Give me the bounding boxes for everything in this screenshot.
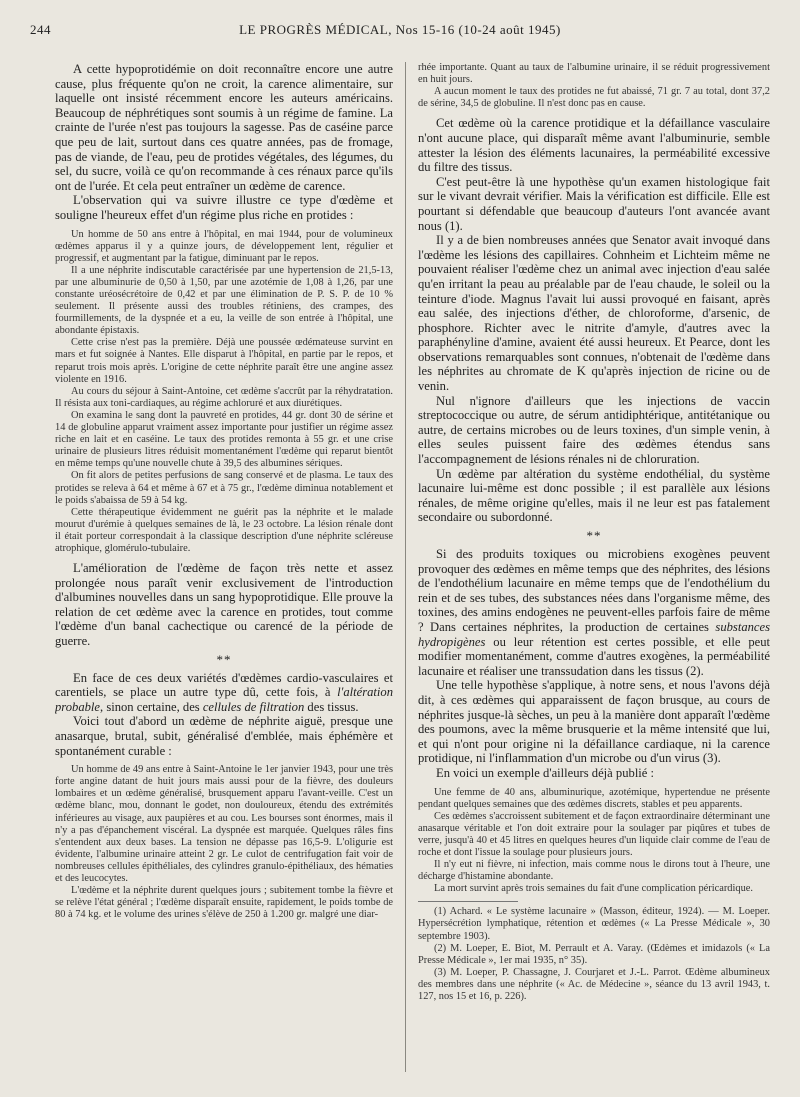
paragraph: Voici tout d'abord un œdème de néphrite aiguë, presque une anasarque, brutal, subit, généralisé d'emblée, mais éphémère et spontanément curable : <box>55 714 393 758</box>
paragraph: A cette hypoprotidémie on doit reconnaître encore une autre cause, plus fréquente qu'on ne croit, la carence alimentaire, sur laquelle ont insisté récemment encore les auteurs américains. Beaucoup de néphrétiques sont soumis à un régime de famine. La crainte de l'urée n'est pas toujours la sagesse. Pas de caséine parce que peu de lait, surtout dans ces quatre années, pas de fromage, pas de viande, de l'eau, peu de protides végétales, des légumes, du sel, du sucre, voilà ce qu'on recommande à ces rénaux parce qu'ils ont de l'urée. Et cela peut entraîner un œdème de carence. <box>55 62 393 193</box>
paragraph: Si des produits toxiques ou microbiens exogènes peuvent provoquer des œdèmes en même temps que des néphrites, des lésions de l'endothélium lacunaire en même temps que de l'endothélium du rein et de ses tubes, des substances nées dans l'organisme même, des toxines, des amins endogènes ne peuvent-elles parfois faire de même ? Dans certaines néphrites, la production de certaines substances hydropigènes ou leur rétention est certes possible, et elle peut modifier momentanément, comme d'autres exogènes, la perméabilité lacunaire et réaliser une transsudation dans les tissus (2). <box>418 547 770 678</box>
paragraph: C'est peut-être là une hypothèse qu'un examen histologique fait sur le vivant devrait vérifier. Mais la vérification est difficile. Elle est pourtant si défendable que beaucoup d'auteurs l'ont avancée avant nous (1). <box>418 174 770 233</box>
page-number: 244 <box>30 22 51 37</box>
paragraph: L'amélioration de l'œdème de façon très nette et assez prolongée nous paraît venir exclusivement de l'introduction d'albumines nouvelles dans un sang hypoprotidique. Elle prouve la relation de cet œdème avec la carence en protides, tout comme l'œdème d'un banal cachectique ou carencé de la période de guerre. <box>55 561 393 649</box>
observation-text: A aucun moment le taux des protides ne fut abaissé, 71 gr. 7 au total, dont 37,2 de sérine, 34,5 de globuline. Il n'est donc pas en cause. <box>418 86 770 110</box>
paragraph: Une telle hypothèse s'applique, à notre sens, et nous l'avons déjà dit, à ces œdèmes qui apparaissent de façon brusque, au cours de néphrites jusque-là sèches, un peu à la manière dont apparaît l'œdème des poumons, avec la même brusquerie et la même intensité que lui, et qui n'ont pour origine ni la défaillance cardiaque, ni la carence protidique, ni l'inflammation d'un microbe ou d'un virus (3). <box>418 678 770 766</box>
observation-text: L'œdème et la néphrite durent quelques jours ; subitement tombe la fièvre et se relève l'état général ; l'œdème disparaît ensuite, rapidement, le poids tombe de 80 à 74 kg. et le volume des urines s'élève de 250 à 1.200 gr. malgré une diar- <box>55 885 393 921</box>
emphasis: l'altération probable <box>55 685 393 714</box>
observation-text: rhée importante. Quant au taux de l'albumine urinaire, il se réduit progressivement en huit jours. <box>418 62 770 86</box>
footnote-rule <box>418 901 518 902</box>
right-column <box>418 62 770 1082</box>
observation-text: Un homme de 49 ans entre à Saint-Antoine le 1er janvier 1943, pour une très forte angine datant de huit jours mais aussi pour de la fièvre, des douleurs lombaires et un œdème généralisé, brusquement apparu l'avant-veille. C'est un œdème blanc, mou, donnant le godet, non douloureux, étendu des extrémités inférieures au visage, aux paupières et au cou. Les bourses sont énormes, mais il n'y a pas d'épanchement viscéral. La dyspnée est marquée. Quelques râles fins s'entendent aux deux bases. La tension ne dépasse pas 16,5-9. L'oligurie est évidente, l'albumine urinaire atteint 2 gr. Le culot de centrifugation fait voir de nombreuses cellules épithéliales, des cylindres granulo-épithéliaux, des hématies et des leucocytes. <box>55 764 393 885</box>
observation-text: Ces œdèmes s'accroissent subitement et de façon extraordinaire déterminant une anasarque véritable et l'on doit extraire pour la soulager par piqûres et tubes de verre, jusqu'à 40 et 45 litres en quelques heures d'un liquide clair comme de l'eau de roche et dont l'issue la soulage pour plusieurs jours. <box>418 810 770 858</box>
observation-text: Cette thérapeutique évidemment ne guérit pas la néphrite et le malade mourut d'urémie à quelques semaines de là, le 23 octobre. La lésion rénale dont il était porteur correspondait à la classique description d'une néphrite scléreuse atrophique, glomérulo-tubulaire. <box>55 506 393 554</box>
observation-text: Cette crise n'est pas la première. Déjà une poussée œdémateuse survint en mars et fut soignée à Nantes. Elle disparut à l'hôpital, en partie par le repos, et reparut trois mois après. L'origine de cette néphrite paraît être une angine assez violente en 1916. <box>55 337 393 385</box>
paragraph: Il y a de bien nombreuses années que Senator avait invoqué dans l'œdème les lésions des capillaires. Cohnheim et Lichteim même ne pouvaient réaliser l'œdème chez un animal avec injection d'eau salée qu'en irritant la peau au préalable par de l'eau chaude, le soleil ou la teinture d'iode. Magnus l'avait lui aussi provoqué en faisant, après eau salée, des injections d'éther, de chloroforme, d'arsenic, de phosphore. Richter avec le nitrite d'amyle, d'autres avec la paraphényline d'amine, avaient été aussi heureux. Et Pearce, dont les observations remarquables sont connues, n'obtenait de l'œdème dans les néphrites au chromate de K qu'après injection de ricine ou de venin. <box>418 233 770 394</box>
observation-text: Il n'y eut ni fièvre, ni infection, mais comme nous le dirons tout à l'heure, une décharge d'histamine abondante. <box>418 859 770 883</box>
column-divider <box>405 62 406 1072</box>
observation-text: On examina le sang dont la pauvreté en protides, 44 gr. dont 30 de sérine et 14 de globuline apparut vraiment assez importante pour justifier un régime assez riche en lait et en caséine. Le taux des protides remonta à 55 gr. et une crise urinaire de plusieurs litres réduisit momentanément l'œdème qui reparut bientôt en même temps qu'une nouvelle chute à 39,5 des albumines sériques. <box>55 409 393 470</box>
section-separator: ** <box>216 651 232 667</box>
paragraph: L'observation qui va suivre illustre ce type d'œdème et souligne l'heureux effet d'un régime plus riche en protides : <box>55 193 393 222</box>
paragraph: En face de ces deux variétés d'œdèmes cardio-vasculaires et carentiels, se place un autre type dû, cette fois, à l'altération probable, sinon certaine, des cellules de filtration des tissus. <box>55 670 393 714</box>
emphasis: cellules de filtration <box>202 699 305 714</box>
observation-text: La mort survint après trois semaines du fait d'une complication péricardique. <box>434 883 753 895</box>
section-separator: ** <box>586 528 602 543</box>
page-header <box>30 22 770 42</box>
paragraph: Nul n'ignore d'ailleurs que les injections de vaccin streptococcique ou autre, de sérum antidiphtérique, antitétanique ou autre, de certains microbes ou de leurs toxines, d'un simple venin, à elles seules puissent faire des œdèmes étendus sans l'accompagnement de lésions rénales ni de chloruration. <box>418 393 770 467</box>
footnote: (3) M. Loeper, P. Chassagne, J. Courjaret et J.-L. Parrot. Œdème albumineux des membres dans une néphrite (« Ac. de Médecine », séance du 13 avril 1943, t. 127, nos 15 et 16, p. 226). <box>418 966 770 1002</box>
paragraph: Un œdème par altération du système endothélial, du système lacunaire lui-même est donc possible ; il est parallèle aux lésions rénales, de même origine qu'elles, mais il ne leur est pas fatalement secondaire ou subordonné. <box>418 466 770 525</box>
footnote: (2) M. Loeper, E. Biot, M. Perrault et A. Varay. (Œdèmes et imidazols (« La Presse Médicale », 1er mai 1935, n° 35). <box>418 942 770 966</box>
left-column <box>55 62 393 1082</box>
observation-text: Un homme de 50 ans entre à l'hôpital, en mai 1944, pour de volumineux œdèmes apparus il y a quinze jours, de développement lent, régulier et progressif, et augmentant par la fatigue, diminuant par le repos. <box>55 228 393 264</box>
paragraph: En voici un exemple d'ailleurs déjà publié : <box>436 765 655 780</box>
footnote: (1) Achard. « Le système lacunaire » (Masson, éditeur, 1924). — M. Loeper. Hypersécrétion lymphatique, rétention et œdèmes (« La Presse Médicale », 30 septembre 1903). <box>418 906 770 942</box>
running-head: LE PROGRÈS MÉDICAL, Nos 15-16 (10-24 août 1945) <box>239 22 561 37</box>
paragraph: Cet œdème où la carence protidique et la défaillance vasculaire n'ont aucune place, qui disparaît même avant l'albuminurie, semble attester la lésion des éléments lacunaires, la perméabilité excessive du filtre des tissus. <box>418 116 770 175</box>
observation-text: On fit alors de petites perfusions de sang conservé et de plasma. Le taux des protides se releva à 64 et même à 67 et à 75 gr., l'œdème diminua notablement et le poids s'abaissa de 59 à 54 kg. <box>55 470 393 506</box>
observation-text: Une femme de 40 ans, albuminurique, azotémique, hypertendue ne présente pendant quelques semaines que des œdèmes discrets, stables et peu apparents. <box>418 786 770 810</box>
observation-text: Il a une néphrite indiscutable caractérisée par une hypertension de 21,5-13, par une albuminurie de 0,50 à 1,50, par une azotémie de 1,08 à 1,26, par une constante uréosécrétoire de 0,42 et par une élimination de P. S. P. de 10 % seulement. Il présente aussi des troubles rétiniens, des crampes, des fourmillements, de la dyspnée et a eu, la veille de son entrée à l'hôpital, une abondante épistaxis. <box>55 264 393 337</box>
emphasis: substances hydropigènes <box>418 619 770 649</box>
observation-text: Au cours du séjour à Saint-Antoine, cet œdème s'accrût par la réhydratation. Il résista aux toni-cardiaques, au régime achloruré et aux diurétiques. <box>55 385 393 409</box>
